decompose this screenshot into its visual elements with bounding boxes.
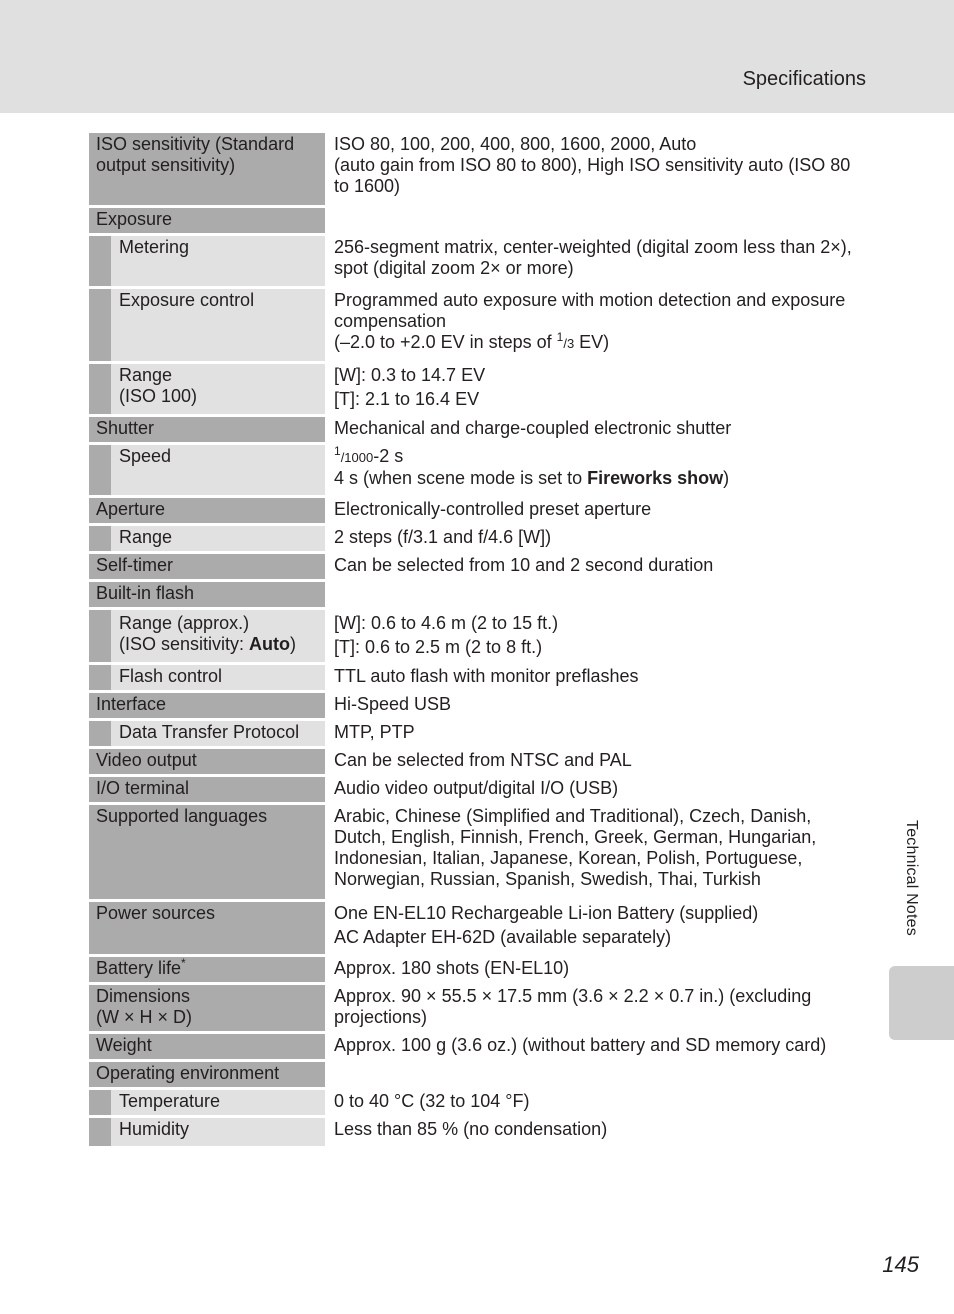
spec-value-line: One EN-EL10 Rechargeable Li-ion Battery (supplied) [334, 903, 759, 923]
spec-value-line: [W]: 0.6 to 4.6 m (2 to 15 ft.) [334, 613, 559, 633]
spec-row-flash-range [89, 610, 861, 662]
spec-value-line: $^1$/1000-2 s [334, 444, 404, 466]
page-number: 145 [882, 1252, 919, 1277]
spec-value-line: [T]: 0.6 to 2.5 m (2 to 8 ft.) [334, 637, 543, 657]
spec-value-line: 4 s (when scene mode is set to Fireworks show) [334, 468, 730, 488]
spec-row-flash-control [89, 665, 861, 690]
spec-value [325, 1062, 861, 1087]
spec-value-line: (auto gain from ISO 80 to 800), High ISO sensitivity auto (ISO 80 to 1600) [334, 155, 851, 196]
spec-value: 256-segment matrix, center-weighted (digital zoom less than 2×), spot (digital zoom 2× or more) [334, 237, 852, 278]
spec-row-aperture-range [89, 526, 861, 551]
spec-row-weight [89, 1034, 861, 1059]
spec-value: Approx. 180 shots (EN-EL10) [334, 958, 570, 978]
spec-table [89, 133, 861, 1149]
spec-row-dimensions [89, 985, 861, 1031]
spec-label: Humidity [111, 1118, 325, 1146]
spec-row-video-output [89, 749, 861, 774]
spec-value [325, 445, 861, 495]
spec-row-interface [89, 693, 861, 718]
spec-row-exposure-control [89, 289, 861, 361]
spec-value [325, 582, 861, 607]
spec-value: Can be selected from 10 and 2 second duration [334, 555, 714, 575]
spec-value: Less than 85 % (no condensation) [334, 1119, 608, 1139]
spec-value: 0 to 40 °C (32 to 104 °F) [334, 1091, 530, 1111]
spec-label: Battery life* [89, 957, 325, 982]
spec-label: Range (ISO 100) [111, 364, 325, 414]
spec-row-speed [89, 445, 861, 495]
page-title: Specifications [742, 68, 866, 90]
spec-value-line: [W]: 0.3 to 14.7 EV [334, 365, 486, 385]
spec-value-line: [T]: 2.1 to 16.4 EV [334, 389, 480, 409]
spec-value: Electronically-controlled preset aperture [334, 499, 652, 519]
spec-label: Range (approx.) (ISO sensitivity: Auto) [111, 610, 325, 662]
spec-value: Mechanical and charge-coupled electronic shutter [334, 418, 732, 438]
section-side-label: Technical Notes [903, 820, 920, 936]
spec-value-line: (–2.0 to +2.0 EV in steps of $^1$/3 EV) [334, 330, 610, 352]
spec-row-exposure-range [89, 364, 861, 414]
spec-value: Approx. 100 g (3.6 oz.) (without battery and SD memory card) [334, 1035, 827, 1055]
spec-value-line: AC Adapter EH-62D (available separately) [334, 927, 672, 947]
spec-value-line: Programmed auto exposure with motion detection and exposure compensation [334, 290, 846, 331]
spec-row-operating [89, 1062, 861, 1087]
spec-label: ISO sensitivity (Standard output sensitivity) [89, 133, 325, 205]
header-band [0, 0, 954, 113]
spec-label: Operating environment [89, 1062, 325, 1087]
spec-label: Exposure control [111, 289, 325, 361]
spec-label: Flash control [111, 665, 325, 690]
spec-row-flash [89, 582, 861, 607]
spec-label: Exposure [89, 208, 325, 233]
spec-row-power [89, 902, 861, 954]
spec-value: TTL auto flash with monitor preflashes [334, 666, 639, 686]
spec-value: Hi-Speed USB [334, 694, 452, 714]
spec-value [325, 902, 861, 954]
spec-label: Metering [111, 236, 325, 286]
spec-row-self-timer [89, 554, 861, 579]
spec-value: MTP, PTP [334, 722, 415, 742]
spec-row-languages [89, 805, 861, 899]
spec-label: Power sources [89, 902, 325, 954]
spec-value: Arabic, Chinese (Simplified and Traditional), Czech, Danish, Dutch, English, Finnish, French, Greek, German, Hungarian, Indonesian, Italian, Japanese, Korean, Polish, Portuguese, Norwegian, Russian, Spanish, Swedish, Thai, Turkish [334, 806, 817, 889]
spec-label: Dimensions (W × H × D) [89, 985, 325, 1031]
spec-row-io-terminal [89, 777, 861, 802]
spec-label: Self-timer [89, 554, 325, 579]
spec-label: Range [111, 526, 325, 551]
spec-row-data-transfer [89, 721, 861, 746]
spec-row-exposure [89, 208, 861, 233]
spec-label: Interface [89, 693, 325, 718]
spec-row-battery [89, 957, 861, 982]
spec-value: 2 steps (f/3.1 and f/4.6 [W]) [334, 527, 552, 547]
spec-label: Shutter [89, 417, 325, 442]
spec-label: I/O terminal [89, 777, 325, 802]
spec-value [325, 208, 861, 233]
spec-row-aperture [89, 498, 861, 523]
spec-label: Video output [89, 749, 325, 774]
spec-value [325, 289, 861, 361]
spec-value: Audio video output/digital I/O (USB) [334, 778, 619, 798]
spec-row-iso [89, 133, 861, 205]
spec-value: Approx. 90 × 55.5 × 17.5 mm (3.6 × 2.2 × 0.7 in.) (excluding projections) [334, 986, 812, 1027]
spec-label: Supported languages [89, 805, 325, 899]
spec-row-metering [89, 236, 861, 286]
spec-value [325, 364, 861, 414]
spec-value-line: ISO 80, 100, 200, 400, 800, 1600, 2000, Auto [334, 134, 697, 154]
section-tab-marker [889, 966, 954, 1040]
spec-label: Temperature [111, 1090, 325, 1115]
spec-row-temperature [89, 1090, 861, 1115]
spec-label: Built-in flash [89, 582, 325, 607]
spec-label: Data Transfer Protocol [111, 721, 325, 746]
spec-row-humidity [89, 1118, 861, 1146]
spec-value [325, 133, 861, 205]
spec-label: Weight [89, 1034, 325, 1059]
spec-label: Aperture [89, 498, 325, 523]
spec-row-shutter [89, 417, 861, 442]
spec-value: Can be selected from NTSC and PAL [334, 750, 632, 770]
spec-value [325, 610, 861, 662]
spec-label: Speed [111, 445, 325, 495]
